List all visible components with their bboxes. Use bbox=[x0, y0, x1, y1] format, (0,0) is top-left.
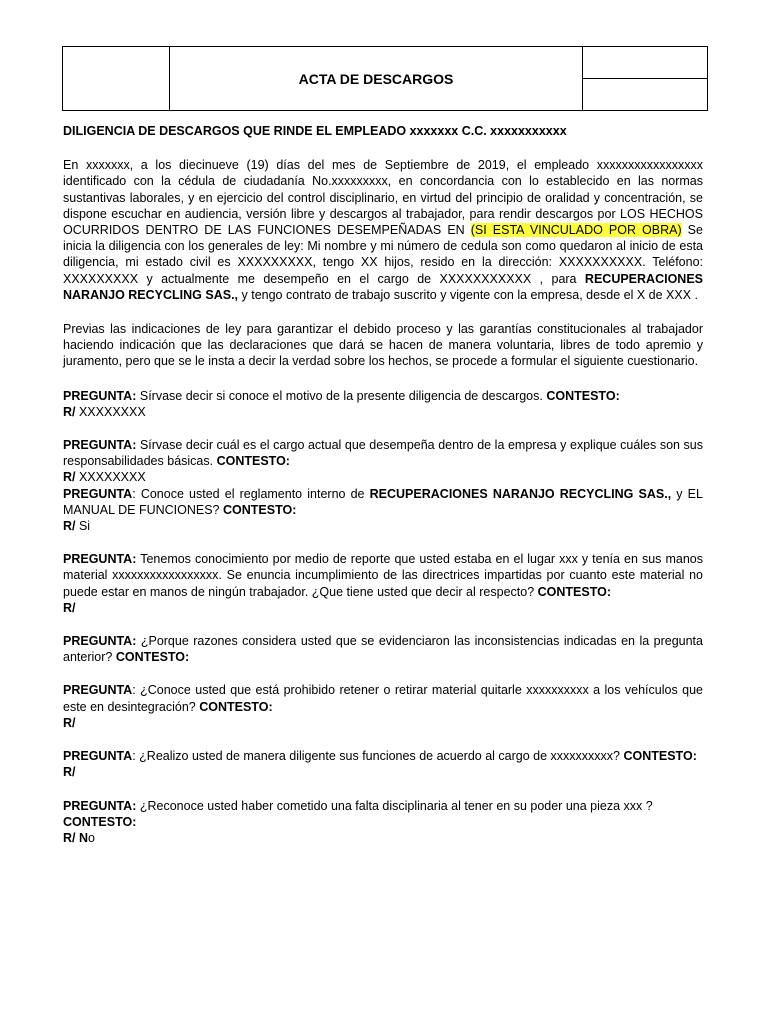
question-text: Sírvase decir si conoce el motivo de la presente diligencia de descargos. bbox=[136, 388, 547, 403]
logo-cell bbox=[63, 47, 170, 111]
answer-8 bbox=[63, 830, 703, 846]
contesto-label: CONTESTO: bbox=[537, 584, 612, 599]
question-text: y EL MANUAL DE FUNCIONES? bbox=[63, 486, 703, 517]
answer-6 bbox=[63, 715, 703, 731]
question-text: Sírvase decir cuál es el cargo actual que desempeña dentro de la empresa y explique cuáles son sus responsabilidades básicas. bbox=[63, 438, 703, 469]
question-1 bbox=[63, 388, 703, 404]
contesto-8 bbox=[63, 814, 703, 830]
question-2 bbox=[63, 437, 703, 469]
answer-text: XXXXXXXX bbox=[75, 470, 146, 485]
pregunta-label: PREGUNTA bbox=[63, 486, 133, 501]
intro-text-2: Se inicia la diligencia con los generales de ley: Mi nombre y mi número de cedula son como quedaron al inicio de esta diligencia, mi estado civil es XXXXXXXXX, tengo XX hijos, resido en la dirección: XXXXXXXXXX. Teléfono: XXXXXXXXX y actualmente me desempeño en el cargo de XXXXXXXXXXX , para bbox=[63, 223, 703, 286]
document-body bbox=[63, 123, 703, 846]
question-7 bbox=[63, 748, 703, 764]
pregunta-label: PREGUNTA bbox=[63, 749, 133, 764]
header-cell-top bbox=[583, 47, 708, 79]
contesto-label: CONTESTO: bbox=[199, 699, 273, 714]
contesto-label: CONTESTO: bbox=[546, 388, 620, 403]
answer-label: R/ bbox=[63, 600, 76, 615]
answer-text: N bbox=[75, 830, 88, 845]
answer-4 bbox=[63, 600, 703, 616]
question-text: ¿Reconoce usted haber cometido una falta disciplinaria al tener en su poder una pieza xxx ? bbox=[136, 798, 653, 813]
answer-label: R/ bbox=[63, 765, 76, 780]
answer-1 bbox=[63, 404, 703, 420]
intro-text-1: En xxxxxxx, a los diecinueve (19) días del mes de Septiembre de 2019, el empleado xxxxxxxxxxxxxxxxx identificado con la cédula de ciudadanía No.xxxxxxxxx, en concordancia con lo establecido en las normas sustantivas laborales, y en ejercicio del control disciplinario, en virtud del principio de oralidad y concentración, se dispone escuchar en audiencia, versión libre y descargos al trabajador, para rendir descargos por LOS HECHOS OCURRIDOS DENTRO DE LAS FUNCIONES DESEMPEÑADAS EN bbox=[63, 158, 703, 238]
answer-text: XXXXXXXX bbox=[75, 404, 146, 419]
company-name: RECUPERACIONES NARANJO RECYCLING SAS., bbox=[369, 486, 672, 501]
contesto-label: CONTESTO: bbox=[222, 502, 297, 517]
question-4 bbox=[63, 551, 703, 600]
answer-label: R/ bbox=[63, 470, 76, 485]
pregunta-label: PREGUNTA: bbox=[63, 438, 137, 453]
answer-label: R/ bbox=[63, 715, 76, 730]
answer-7 bbox=[63, 764, 703, 780]
question-6 bbox=[63, 682, 703, 714]
header-cell-bottom bbox=[583, 79, 708, 111]
answer-label: R/ bbox=[63, 519, 76, 534]
question-5 bbox=[63, 633, 703, 665]
answer-label: R/ bbox=[63, 404, 76, 419]
answer-label: R/ bbox=[63, 830, 76, 845]
answer-2 bbox=[63, 469, 703, 485]
question-text: : Conoce usted el reglamento interno de bbox=[132, 486, 370, 501]
question-text: : ¿Realizo usted de manera diligente sus funciones de acuerdo al cargo de xxxxxxxxxx? bbox=[132, 749, 624, 764]
header-table bbox=[62, 46, 708, 111]
company-name: RECUPERACIONES NARANJO RECYCLING SAS., bbox=[63, 271, 703, 302]
pregunta-label: PREGUNTA: bbox=[63, 552, 137, 567]
pregunta-label: PREGUNTA: bbox=[63, 634, 137, 649]
contesto-label: CONTESTO: bbox=[115, 650, 190, 665]
contesto-label: CONTESTO: bbox=[216, 454, 290, 469]
document-title: ACTA DE DESCARGOS bbox=[170, 47, 583, 111]
pregunta-label: PREGUNTA: bbox=[63, 388, 137, 403]
answer-3 bbox=[63, 518, 703, 534]
contesto-label: CONTESTO: bbox=[63, 814, 137, 829]
intro-text-3: y tengo contrato de trabajo suscrito y vigente con la empresa, desde el X de XXX . bbox=[238, 287, 699, 302]
answer-text: o bbox=[88, 830, 95, 845]
answer-text: Si bbox=[75, 519, 91, 534]
contesto-label: CONTESTO: bbox=[623, 749, 697, 764]
question-text: Tenemos conocimiento por medio de reporte que usted estaba en el lugar xxx y tenía en sus manos material xxxxxxxxxxxxxxxxx. Se enuncia incumplimiento de las directrices impartidas por cuanto este material no puede estar en manos de ningún trabajador. ¿Que tiene usted que decir al respecto? bbox=[63, 552, 703, 599]
pregunta-label: PREGUNTA: bbox=[63, 798, 137, 813]
pregunta-label: PREGUNTA bbox=[63, 683, 133, 698]
intro-paragraph bbox=[63, 157, 703, 303]
question-text: : ¿Conoce usted que está prohibido retener o retirar material quitarle xxxxxxxxxx a los vehículos que este en desintegración? bbox=[63, 683, 703, 714]
question-8 bbox=[63, 798, 703, 814]
document-heading: DILIGENCIA DE DESCARGOS QUE RINDE EL EMPLEADO xxxxxxx C.C. xxxxxxxxxxx bbox=[63, 124, 567, 138]
highlighted-text: (SI ESTA VINCULADO POR OBRA) bbox=[470, 223, 682, 238]
question-text: ¿Porque razones considera usted que se evidenciaron las inconsistencias indicadas en la pregunta anterior? bbox=[63, 634, 703, 665]
previas-paragraph: Previas las indicaciones de ley para garantizar el debido proceso y las garantías constitucionales al trabajador haciendo indicación que las declaraciones que dará se hacen de manera voluntaria, libres de todo apremio y juramento, pero que se le insta a decir la verdad sobre los hechos, se procede a formular el siguiente cuestionario. bbox=[63, 322, 703, 369]
question-3 bbox=[63, 486, 703, 518]
